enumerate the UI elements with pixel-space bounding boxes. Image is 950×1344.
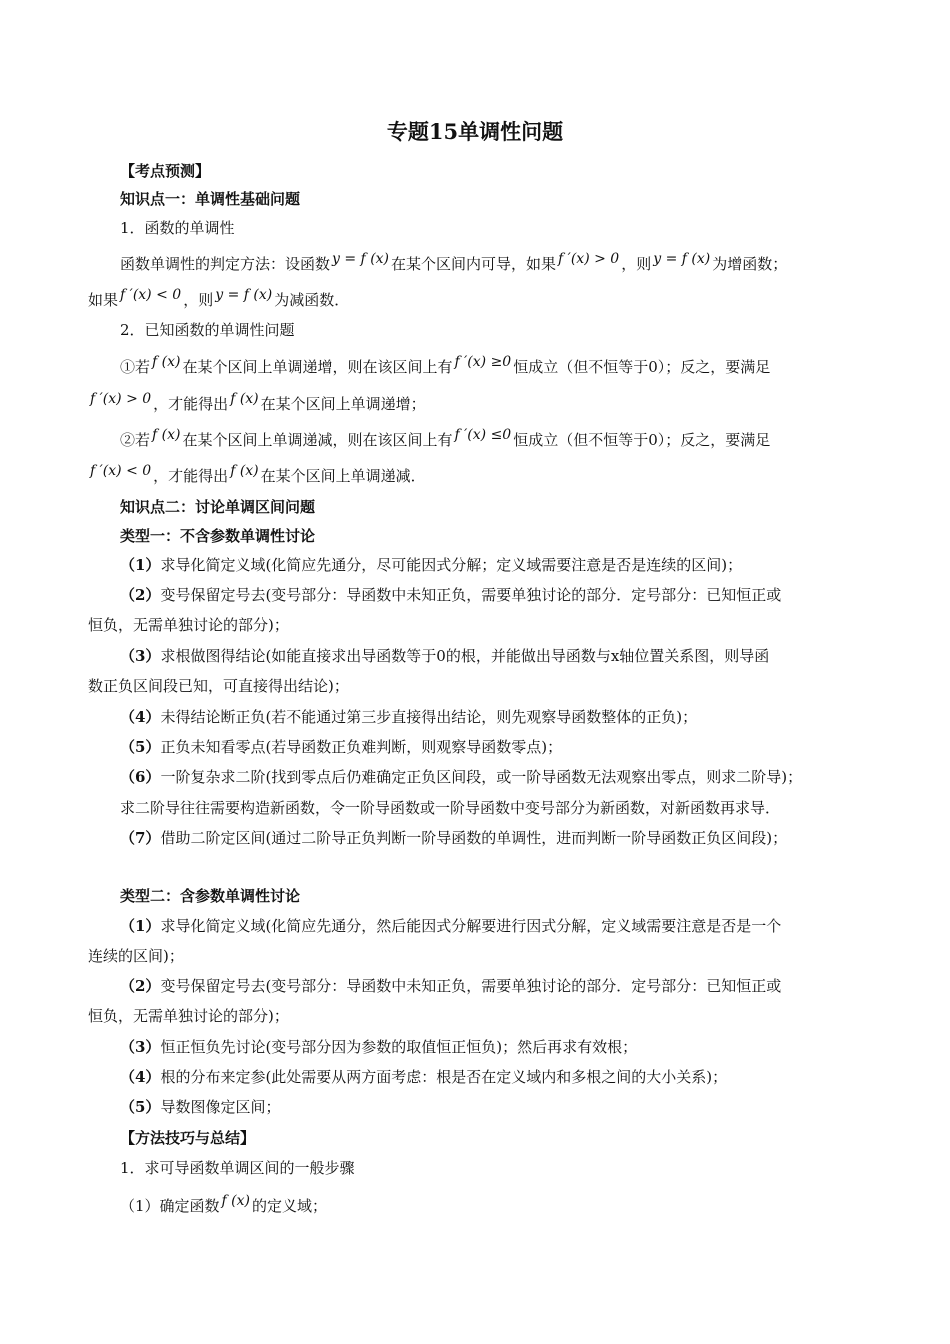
methods-heading: 【方法技巧与总结】 — [120, 1129, 256, 1147]
text-segment: 为增函数； — [712, 255, 788, 273]
type2-item-cont: 连续的区间)； — [88, 947, 184, 965]
item-number: （4） — [120, 1068, 161, 1086]
type2-item — [120, 1067, 900, 1087]
type1-item-cont: 求二阶导往往需要构造新函数，令一阶导函数或一阶导函数中变号部分为新函数，对新函数再求导． — [120, 799, 781, 817]
text-segment: 如果 — [88, 291, 119, 309]
math-fprime-lt0: f ′(x) < 0 — [120, 287, 182, 303]
kp1-paragraph-line1 — [120, 251, 900, 275]
kp1-item2: 2．已知函数的单调性问题 — [120, 321, 295, 339]
math-fprime-gt0: f ′(x) > 0 — [90, 391, 152, 407]
item-text: 求导化简定义域(化简应先通分，尽可能因式分解；定义域需要注意是否是连续的区间)； — [160, 556, 743, 574]
math-fprime-gt0: f ′(x) > 0 — [558, 251, 620, 267]
text-segment: 为减函数． — [274, 291, 350, 309]
text-segment: 在某个区间上单调递减． — [260, 467, 426, 485]
item-number: （5） — [120, 738, 161, 756]
item-text: 变号保留定号去(变号部分：导函数中未知正负，需要单独讨论的部分．定号部分：已知恒正或 — [160, 977, 782, 995]
type1-item — [120, 555, 900, 575]
text-segment: 的定义域； — [252, 1197, 328, 1215]
text-segment: 在某个区间上单调递减，则在该区间上有 — [182, 431, 453, 449]
type2-item — [120, 1097, 900, 1117]
kp1-heading: 知识点一：单调性基础问题 — [120, 190, 301, 208]
text-segment: 函数单调性的判定方法：设函数 — [120, 255, 331, 273]
math-fx: f (x) — [221, 1193, 250, 1209]
text-segment: ，才能得出 — [153, 467, 229, 485]
math-fx: f (x) — [230, 391, 259, 407]
item-text: 借助二阶定区间(通过二阶导正负判断一阶导函数的单调性，进而判断一阶导函数正负区间段)； — [160, 829, 788, 847]
math-fx: f (x) — [230, 463, 259, 479]
kp1-item1: 1．函数的单调性 — [120, 219, 235, 237]
kp1-case1-line2 — [88, 391, 868, 415]
page-title: 专题15单调性问题 — [386, 119, 564, 144]
type1-item — [120, 737, 900, 757]
item-number: （5） — [120, 1098, 161, 1116]
type1-item — [120, 646, 900, 666]
math-fprime-lt0: f ′(x) < 0 — [90, 463, 152, 479]
type2-item — [120, 976, 900, 996]
item-number: （1） — [120, 556, 161, 574]
type1-item — [120, 828, 900, 848]
type1-item — [120, 585, 900, 605]
item-number: （4） — [120, 708, 161, 726]
text-segment: ，则 — [621, 255, 652, 273]
type1-item-cont: 数正负区间段已知，可直接得出结论)； — [88, 677, 349, 695]
item-text: 一阶复杂求二阶(找到零点后仍难确定正负区间段，或一阶导函数无法观察出零点，则求二阶导)； — [160, 768, 803, 786]
text-segment: 在某个区间内可导，如果 — [391, 255, 557, 273]
math-y-eq-fx: y = f (x) — [215, 287, 273, 303]
math-fx: f (x) — [152, 354, 181, 370]
math-fprime-ge0: f ′(x) ≥0 — [454, 354, 512, 370]
item-number: （6） — [120, 768, 161, 786]
text-segment: 恒成立（但不恒等于0）；反之，要满足 — [513, 431, 771, 449]
item-text: 未得结论断正负(若不能通过第三步直接得出结论，则先观察导函数整体的正负)； — [160, 708, 698, 726]
math-fx: f (x) — [152, 427, 181, 443]
text-segment: ①若 — [120, 358, 151, 376]
type2-item — [120, 916, 900, 936]
type2-item — [120, 1037, 900, 1057]
item-text: 求导化简定义域(化简应先通分，然后能因式分解要进行因式分解，定义域需要注意是否是一个 — [160, 917, 782, 935]
item-text: 根的分布来定参(此处需要从两方面考虑：根是否在定义域内和多根之间的大小关系)； — [160, 1068, 728, 1086]
section-forecast-heading: 【考点预测】 — [120, 162, 211, 180]
item-text: 恒正恒负先讨论(变号部分因为参数的取值恒正恒负)；然后再求有效根； — [160, 1038, 638, 1056]
text-segment: ，则 — [183, 291, 214, 309]
kp1-case2-line2 — [88, 463, 868, 487]
text-segment: （1）确定函数 — [120, 1197, 220, 1215]
kp1-paragraph-line2 — [88, 287, 868, 311]
item-number: （1） — [120, 917, 161, 935]
item-text: 求根做图得结论(如能直接求出导函数等于0的根，并能做出导函数与x轴位置关系图，则导函 — [160, 647, 770, 665]
math-y-eq-fx: y = f (x) — [332, 251, 390, 267]
methods-step1 — [120, 1193, 900, 1217]
text-segment: ，才能得出 — [153, 395, 229, 413]
item-text: 变号保留定号去(变号部分：导函数中未知正负，需要单独讨论的部分．定号部分：已知恒正或 — [160, 586, 782, 604]
kp2-heading: 知识点二：讨论单调区间问题 — [120, 498, 316, 516]
item-number: （3） — [120, 647, 161, 665]
type1-item — [120, 767, 900, 787]
type1-heading: 类型一：不含参数单调性讨论 — [120, 527, 316, 545]
math-fprime-le0: f ′(x) ≤0 — [454, 427, 512, 443]
type1-item — [120, 707, 900, 727]
item-text: 导数图像定区间； — [160, 1098, 281, 1116]
text-segment: 在某个区间上单调递增，则在该区间上有 — [182, 358, 453, 376]
methods-item1: 1．求可导函数单调区间的一般步骤 — [120, 1159, 355, 1177]
math-y-eq-fx: y = f (x) — [653, 251, 711, 267]
type2-heading: 类型二：含参数单调性讨论 — [120, 887, 301, 905]
item-number: （7） — [120, 829, 161, 847]
text-segment: 在某个区间上单调递增； — [260, 395, 426, 413]
type2-item-cont: 恒负，无需单独讨论的部分)； — [88, 1007, 289, 1025]
kp1-case2-line1 — [120, 427, 900, 451]
item-number: （2） — [120, 586, 161, 604]
kp1-case1-line1 — [120, 354, 900, 378]
item-text: 正负未知看零点(若导函数正负难判断，则观察导函数零点)； — [160, 738, 563, 756]
text-segment: ②若 — [120, 431, 151, 449]
text-segment: 恒成立（但不恒等于0）；反之，要满足 — [513, 358, 771, 376]
item-number: （3） — [120, 1038, 161, 1056]
type1-item-cont: 恒负，无需单独讨论的部分)； — [88, 616, 289, 634]
item-number: （2） — [120, 977, 161, 995]
